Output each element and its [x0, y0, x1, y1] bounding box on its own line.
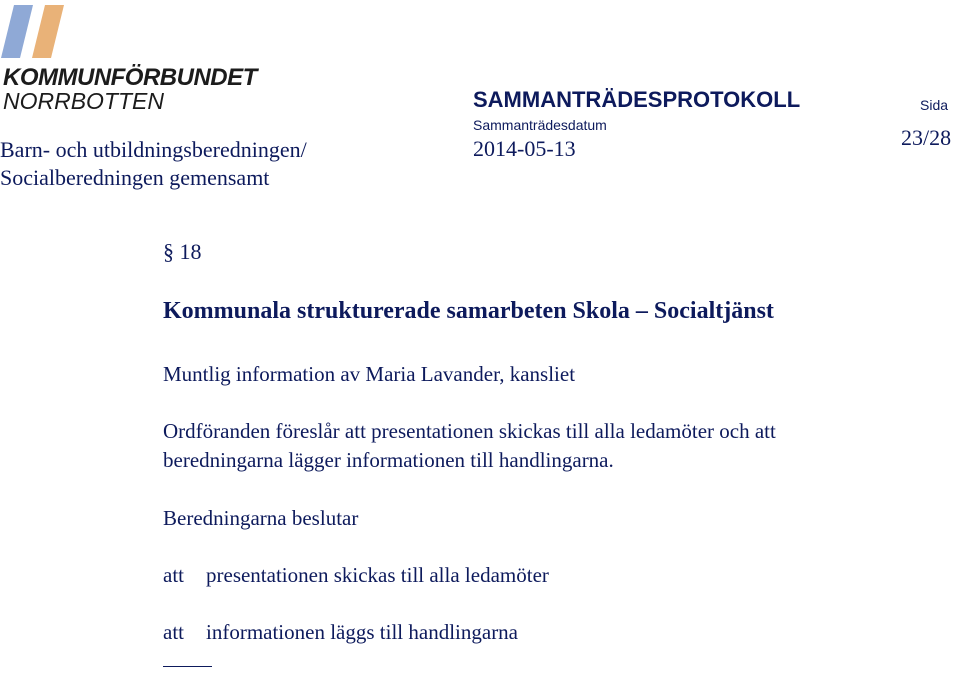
- logo-blue-stripe: [1, 5, 33, 58]
- decision-heading: Beredningarna beslutar: [163, 506, 359, 530]
- logo-stripes: [0, 0, 80, 64]
- end-rule: [163, 666, 212, 667]
- decision-2-text: informationen läggs till handlingarna: [206, 620, 519, 644]
- logo-text-line1: KOMMUNFÖRBUNDET: [3, 64, 257, 91]
- committee-name-line1: Barn- och utbildningsberedningen/: [0, 137, 307, 162]
- proposal-line-1: Ordföranden föreslår att presentationen skickas till alla ledamöter och att: [163, 419, 776, 443]
- logo-text-line2: NORRBOTTEN: [3, 88, 164, 114]
- section-title: Kommunala strukturerade samarbeten Skola – Socialtjänst: [163, 298, 774, 324]
- decision-2-prefix: att: [163, 620, 184, 644]
- document-type-heading: SAMMANTRÄDESPROTOKOLL: [473, 87, 801, 112]
- committee-name-line2: Socialberedningen gemensamt: [0, 165, 270, 190]
- logo-orange-stripe: [32, 5, 64, 58]
- meeting-date-label: Sammanträdesdatum: [473, 117, 607, 133]
- meeting-date-value: 2014-05-13: [473, 136, 576, 161]
- proposal-line-2: beredningarna lägger informationen till handlingarna.: [163, 448, 614, 472]
- page-number: 23/28: [901, 125, 952, 150]
- decision-1-text: presentationen skickas till alla ledamöter: [206, 563, 549, 587]
- information-line: Muntlig information av Maria Lavander, kansliet: [163, 362, 576, 386]
- paragraph-number: § 18: [163, 239, 202, 264]
- page-label: Sida: [920, 97, 949, 113]
- decision-1-prefix: att: [163, 563, 184, 587]
